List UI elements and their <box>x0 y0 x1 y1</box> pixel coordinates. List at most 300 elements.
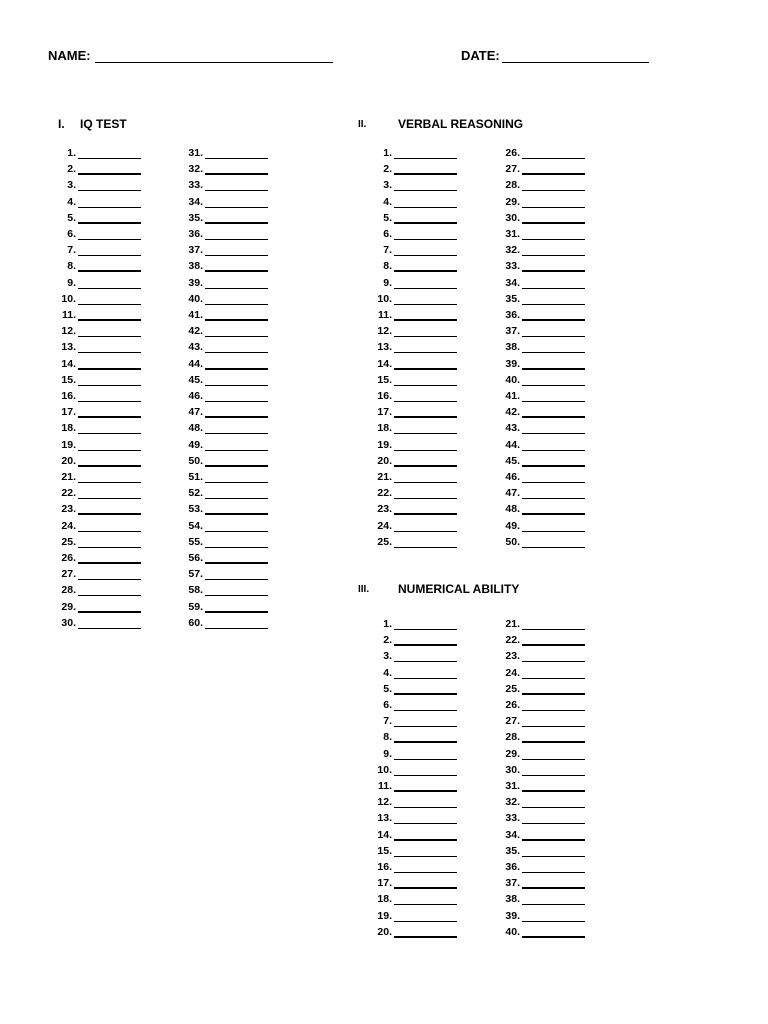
answer-blank[interactable] <box>78 498 141 499</box>
item-number: 30. <box>505 763 520 776</box>
verbal-answer-row <box>490 389 630 405</box>
answer-blank[interactable] <box>522 823 585 824</box>
item-number: 50. <box>188 454 203 467</box>
verbal-answer-row <box>490 276 630 292</box>
iq-answer-row <box>173 583 313 599</box>
answer-blank[interactable] <box>78 385 141 386</box>
answer-blank[interactable] <box>522 385 585 386</box>
answer-blank[interactable] <box>205 401 268 402</box>
answer-blank[interactable] <box>522 255 585 256</box>
verbal-answer-row <box>490 227 630 243</box>
item-number: 14. <box>377 828 392 841</box>
answer-blank[interactable] <box>522 513 585 515</box>
answer-blank[interactable] <box>522 336 585 337</box>
answer-blank[interactable] <box>394 644 457 646</box>
answer-blank[interactable] <box>394 775 457 776</box>
section-iq-numeral: I. <box>58 117 65 131</box>
item-number: 60. <box>188 616 203 629</box>
verbal-answer-row <box>490 162 630 178</box>
item-number: 42. <box>505 406 520 419</box>
answer-blank[interactable] <box>522 678 585 679</box>
answer-blank[interactable] <box>522 872 585 873</box>
verbal-answer-row <box>362 324 502 340</box>
iq-answer-row <box>173 519 313 535</box>
numerical-answer-row <box>490 909 630 925</box>
answer-blank[interactable] <box>522 531 585 532</box>
answer-blank[interactable] <box>394 807 457 808</box>
item-number: 57. <box>188 568 203 581</box>
item-number: 53. <box>188 503 203 516</box>
verbal-answer-row <box>362 243 502 259</box>
iq-answer-row <box>173 421 313 437</box>
item-number: 29. <box>505 747 520 760</box>
answer-blank[interactable] <box>522 759 585 760</box>
numerical-answer-row <box>490 698 630 714</box>
answer-blank[interactable] <box>78 547 141 548</box>
answer-blank[interactable] <box>394 498 457 499</box>
item-number: 41. <box>188 309 203 321</box>
item-number: 31. <box>505 228 520 240</box>
answer-blank[interactable] <box>394 173 457 175</box>
item-number: 54. <box>188 519 203 532</box>
iq-answer-row <box>173 259 313 275</box>
verbal-answer-row <box>362 373 502 389</box>
item-number: 12. <box>377 796 392 809</box>
answer-blank[interactable] <box>205 450 268 451</box>
answer-blank[interactable] <box>205 288 268 289</box>
iq-answer-row <box>46 389 186 405</box>
numerical-answer-row <box>362 892 502 908</box>
answer-blank[interactable] <box>522 644 585 646</box>
answer-blank[interactable] <box>394 416 457 418</box>
answer-blank[interactable] <box>522 319 585 321</box>
answer-blank[interactable] <box>522 416 585 418</box>
name-field[interactable] <box>95 62 333 63</box>
answer-blank[interactable] <box>205 611 268 613</box>
item-number: 21. <box>61 471 76 483</box>
answer-blank[interactable] <box>394 710 457 711</box>
item-number: 39. <box>188 276 203 289</box>
item-number: 52. <box>188 487 203 500</box>
answer-blank[interactable] <box>522 304 585 305</box>
answer-blank[interactable] <box>522 173 585 175</box>
answer-blank[interactable] <box>78 465 141 467</box>
answer-blank[interactable] <box>522 936 585 938</box>
verbal-answer-row <box>362 535 502 551</box>
item-number: 19. <box>377 438 392 451</box>
verbal-answer-row <box>362 195 502 211</box>
item-number: 11. <box>377 309 392 321</box>
item-number: 44. <box>188 357 203 370</box>
item-number: 14. <box>61 357 76 370</box>
answer-blank[interactable] <box>78 450 141 451</box>
answer-blank[interactable] <box>78 368 141 370</box>
answer-blank[interactable] <box>522 222 585 224</box>
answer-blank[interactable] <box>78 158 141 159</box>
answer-blank[interactable] <box>78 304 141 305</box>
answer-blank[interactable] <box>394 531 457 532</box>
name-label: NAME: <box>48 48 91 63</box>
iq-answer-row <box>173 308 313 324</box>
item-number: 10. <box>377 763 392 776</box>
answer-blank[interactable] <box>78 288 141 289</box>
answer-blank[interactable] <box>394 904 457 905</box>
item-number: 7. <box>383 244 392 257</box>
answer-blank[interactable] <box>205 547 268 548</box>
item-number: 20. <box>377 925 392 938</box>
answer-blank[interactable] <box>394 823 457 824</box>
verbal-answer-row <box>362 162 502 178</box>
item-number: 15. <box>61 373 76 386</box>
answer-blank[interactable] <box>522 158 585 159</box>
section-verbal-numeral: II. <box>358 119 367 130</box>
answer-blank[interactable] <box>78 319 141 321</box>
answer-blank[interactable] <box>205 498 268 499</box>
item-number: 26. <box>61 552 76 564</box>
answer-blank[interactable] <box>394 856 457 857</box>
item-number: 30. <box>505 211 520 224</box>
answer-blank[interactable] <box>205 239 268 240</box>
answer-blank[interactable] <box>205 482 268 483</box>
item-number: 26. <box>505 147 520 159</box>
answer-blank[interactable] <box>78 255 141 256</box>
answer-blank[interactable] <box>394 385 457 386</box>
numerical-answer-row <box>362 925 502 941</box>
answer-blank[interactable] <box>394 790 457 792</box>
iq-answer-row <box>46 195 186 211</box>
answer-blank[interactable] <box>522 790 585 792</box>
iq-answer-row <box>173 502 313 518</box>
numerical-answer-row <box>362 633 502 649</box>
answer-blank[interactable] <box>78 531 141 532</box>
item-number: 26. <box>505 699 520 711</box>
item-number: 2. <box>383 163 392 176</box>
answer-blank[interactable] <box>205 628 268 629</box>
answer-blank[interactable] <box>394 887 457 889</box>
item-number: 7. <box>383 715 392 728</box>
item-number: 16. <box>377 861 392 873</box>
numerical-answer-row <box>490 666 630 682</box>
verbal-answer-row <box>362 276 502 292</box>
answer-blank[interactable] <box>394 693 457 695</box>
answer-blank[interactable] <box>522 190 585 191</box>
answer-blank[interactable] <box>78 482 141 483</box>
answer-blank[interactable] <box>522 856 585 857</box>
answer-blank[interactable] <box>522 775 585 776</box>
verbal-answer-row <box>362 308 502 324</box>
answer-blank[interactable] <box>205 562 268 564</box>
answer-blank[interactable] <box>78 416 141 418</box>
numerical-answer-row <box>490 876 630 892</box>
answer-blank[interactable] <box>205 270 268 272</box>
item-number: 34. <box>188 195 203 208</box>
answer-blank[interactable] <box>394 319 457 321</box>
iq-answer-row <box>173 227 313 243</box>
item-number: 33. <box>505 260 520 273</box>
answer-blank[interactable] <box>522 401 585 402</box>
answer-blank[interactable] <box>522 921 585 922</box>
answer-blank[interactable] <box>394 741 457 743</box>
answer-blank[interactable] <box>205 368 268 370</box>
answer-blank[interactable] <box>522 661 585 662</box>
answer-blank[interactable] <box>78 513 141 515</box>
answer-blank[interactable] <box>78 239 141 240</box>
item-number: 2. <box>383 634 392 647</box>
iq-answer-row <box>173 600 313 616</box>
item-number: 28. <box>505 179 520 192</box>
numerical-answer-row <box>490 747 630 763</box>
verbal-answer-row <box>362 421 502 437</box>
answer-blank[interactable] <box>394 401 457 402</box>
answer-blank[interactable] <box>522 904 585 905</box>
item-number: 17. <box>377 406 392 419</box>
answer-blank[interactable] <box>394 239 457 240</box>
answer-blank[interactable] <box>394 678 457 679</box>
answer-blank[interactable] <box>394 304 457 305</box>
answer-blank[interactable] <box>522 465 585 467</box>
numerical-answer-row <box>490 860 630 876</box>
answer-blank[interactable] <box>78 352 141 353</box>
answer-blank[interactable] <box>394 547 457 548</box>
answer-blank[interactable] <box>522 239 585 240</box>
item-number: 6. <box>383 699 392 711</box>
item-number: 47. <box>505 487 520 500</box>
numerical-answer-row <box>362 617 502 633</box>
answer-blank[interactable] <box>394 661 457 662</box>
answer-blank[interactable] <box>522 741 585 743</box>
item-number: 25. <box>505 682 520 695</box>
answer-blank[interactable] <box>78 270 141 272</box>
answer-blank[interactable] <box>78 628 141 629</box>
item-number: 30. <box>61 616 76 629</box>
iq-answer-row <box>46 551 186 567</box>
item-number: 1. <box>67 147 76 159</box>
answer-blank[interactable] <box>522 482 585 483</box>
iq-answer-row <box>46 438 186 454</box>
verbal-answer-row <box>490 146 630 162</box>
answer-blank[interactable] <box>522 270 585 272</box>
answer-blank[interactable] <box>205 385 268 386</box>
iq-answer-row <box>173 454 313 470</box>
answer-blank[interactable] <box>522 710 585 711</box>
item-number: 18. <box>377 893 392 906</box>
answer-blank[interactable] <box>205 207 268 208</box>
answer-blank[interactable] <box>394 450 457 451</box>
item-number: 43. <box>188 341 203 354</box>
answer-blank[interactable] <box>394 726 457 727</box>
answer-blank[interactable] <box>522 433 585 434</box>
iq-answer-row <box>46 146 186 162</box>
item-number: 24. <box>505 666 520 679</box>
answer-blank[interactable] <box>205 595 268 596</box>
answer-blank[interactable] <box>205 513 268 515</box>
item-number: 23. <box>505 650 520 663</box>
answer-blank[interactable] <box>205 222 268 224</box>
answer-blank[interactable] <box>394 759 457 760</box>
answer-blank[interactable] <box>78 222 141 224</box>
verbal-answer-row <box>490 438 630 454</box>
answer-blank[interactable] <box>394 839 457 841</box>
answer-blank[interactable] <box>394 872 457 873</box>
answer-blank[interactable] <box>205 255 268 256</box>
item-number: 45. <box>188 373 203 386</box>
numerical-answer-row <box>362 876 502 892</box>
answer-blank[interactable] <box>394 629 457 630</box>
answer-blank[interactable] <box>78 562 141 564</box>
item-number: 36. <box>505 861 520 873</box>
answer-blank[interactable] <box>205 531 268 532</box>
item-number: 34. <box>505 276 520 289</box>
iq-answer-row <box>46 583 186 599</box>
answer-blank[interactable] <box>78 190 141 191</box>
item-number: 43. <box>505 422 520 435</box>
item-number: 32. <box>505 796 520 809</box>
answer-blank[interactable] <box>394 255 457 256</box>
answer-blank[interactable] <box>205 433 268 434</box>
verbal-answer-row <box>362 486 502 502</box>
answer-blank[interactable] <box>522 726 585 727</box>
answer-blank[interactable] <box>522 839 585 841</box>
answer-blank[interactable] <box>205 336 268 337</box>
verbal-answer-row <box>362 454 502 470</box>
iq-answer-row <box>173 567 313 583</box>
item-number: 4. <box>383 666 392 679</box>
item-number: 56. <box>188 552 203 564</box>
answer-blank[interactable] <box>394 288 457 289</box>
answer-blank[interactable] <box>78 433 141 434</box>
iq-answer-row <box>46 600 186 616</box>
verbal-answer-row <box>362 259 502 275</box>
item-number: 17. <box>61 406 76 419</box>
answer-blank[interactable] <box>394 270 457 272</box>
verbal-answer-row <box>362 340 502 356</box>
item-number: 11. <box>377 780 392 792</box>
item-number: 9. <box>67 276 76 289</box>
answer-blank[interactable] <box>522 450 585 451</box>
answer-blank[interactable] <box>522 807 585 808</box>
answer-blank[interactable] <box>205 352 268 353</box>
iq-answer-row <box>46 340 186 356</box>
answer-blank[interactable] <box>394 222 457 224</box>
answer-blank[interactable] <box>394 190 457 191</box>
item-number: 25. <box>61 535 76 548</box>
iq-answer-row <box>173 389 313 405</box>
iq-answer-row <box>173 535 313 551</box>
answer-blank[interactable] <box>205 465 268 467</box>
verbal-answer-row <box>362 502 502 518</box>
item-number: 37. <box>188 244 203 257</box>
answer-blank[interactable] <box>522 887 585 889</box>
answer-blank[interactable] <box>78 611 141 613</box>
item-number: 17. <box>377 877 392 890</box>
answer-blank[interactable] <box>394 433 457 434</box>
item-number: 11. <box>61 309 76 321</box>
answer-blank[interactable] <box>394 465 457 467</box>
item-number: 33. <box>505 812 520 825</box>
answer-blank[interactable] <box>394 921 457 922</box>
answer-blank[interactable] <box>205 304 268 305</box>
answer-blank[interactable] <box>522 693 585 695</box>
iq-answer-row <box>173 178 313 194</box>
iq-answer-row <box>46 616 186 632</box>
answer-blank[interactable] <box>205 319 268 321</box>
answer-blank[interactable] <box>78 595 141 596</box>
iq-answer-row <box>46 421 186 437</box>
answer-blank[interactable] <box>205 579 268 580</box>
answer-blank[interactable] <box>522 352 585 353</box>
item-number: 35. <box>505 844 520 857</box>
item-number: 20. <box>377 454 392 467</box>
item-number: 9. <box>383 747 392 760</box>
verbal-answer-row <box>490 470 630 486</box>
item-number: 2. <box>67 163 76 176</box>
answer-blank[interactable] <box>522 498 585 499</box>
iq-answer-row <box>46 259 186 275</box>
numerical-answer-row <box>490 617 630 633</box>
item-number: 8. <box>383 731 392 744</box>
numerical-answer-row <box>490 828 630 844</box>
answer-blank[interactable] <box>522 547 585 548</box>
verbal-answer-row <box>490 211 630 227</box>
answer-blank[interactable] <box>522 629 585 630</box>
answer-blank[interactable] <box>522 368 585 370</box>
answer-blank[interactable] <box>78 401 141 402</box>
answer-blank[interactable] <box>394 207 457 208</box>
answer-blank[interactable] <box>394 482 457 483</box>
item-number: 34. <box>505 828 520 841</box>
iq-answer-row <box>46 308 186 324</box>
verbal-answer-row <box>362 519 502 535</box>
answer-blank[interactable] <box>394 513 457 515</box>
answer-blank[interactable] <box>78 173 141 175</box>
answer-blank[interactable] <box>394 336 457 337</box>
answer-blank[interactable] <box>394 936 457 938</box>
date-field[interactable] <box>502 62 649 63</box>
verbal-answer-row <box>490 454 630 470</box>
item-number: 21. <box>377 471 392 483</box>
item-number: 46. <box>505 471 520 483</box>
answer-blank[interactable] <box>522 207 585 208</box>
answer-blank[interactable] <box>205 190 268 191</box>
iq-answer-row <box>173 324 313 340</box>
iq-answer-row <box>46 243 186 259</box>
answer-blank[interactable] <box>205 416 268 418</box>
item-number: 36. <box>505 309 520 321</box>
answer-blank[interactable] <box>205 158 268 159</box>
item-number: 15. <box>377 373 392 386</box>
item-number: 27. <box>505 163 520 176</box>
answer-blank[interactable] <box>394 368 457 370</box>
iq-answer-row <box>46 227 186 243</box>
answer-blank[interactable] <box>78 579 141 580</box>
answer-blank[interactable] <box>78 336 141 337</box>
item-number: 19. <box>377 909 392 922</box>
verbal-answer-row <box>490 243 630 259</box>
answer-blank[interactable] <box>394 352 457 353</box>
iq-answer-row <box>46 405 186 421</box>
answer-blank[interactable] <box>394 158 457 159</box>
verbal-answer-row <box>362 146 502 162</box>
item-number: 41. <box>505 390 520 402</box>
answer-blank[interactable] <box>522 288 585 289</box>
item-number: 22. <box>505 634 520 647</box>
answer-blank[interactable] <box>205 173 268 175</box>
verbal-answer-row <box>490 421 630 437</box>
item-number: 15. <box>377 844 392 857</box>
numerical-answer-row <box>362 779 502 795</box>
verbal-answer-row <box>490 340 630 356</box>
answer-blank[interactable] <box>78 207 141 208</box>
